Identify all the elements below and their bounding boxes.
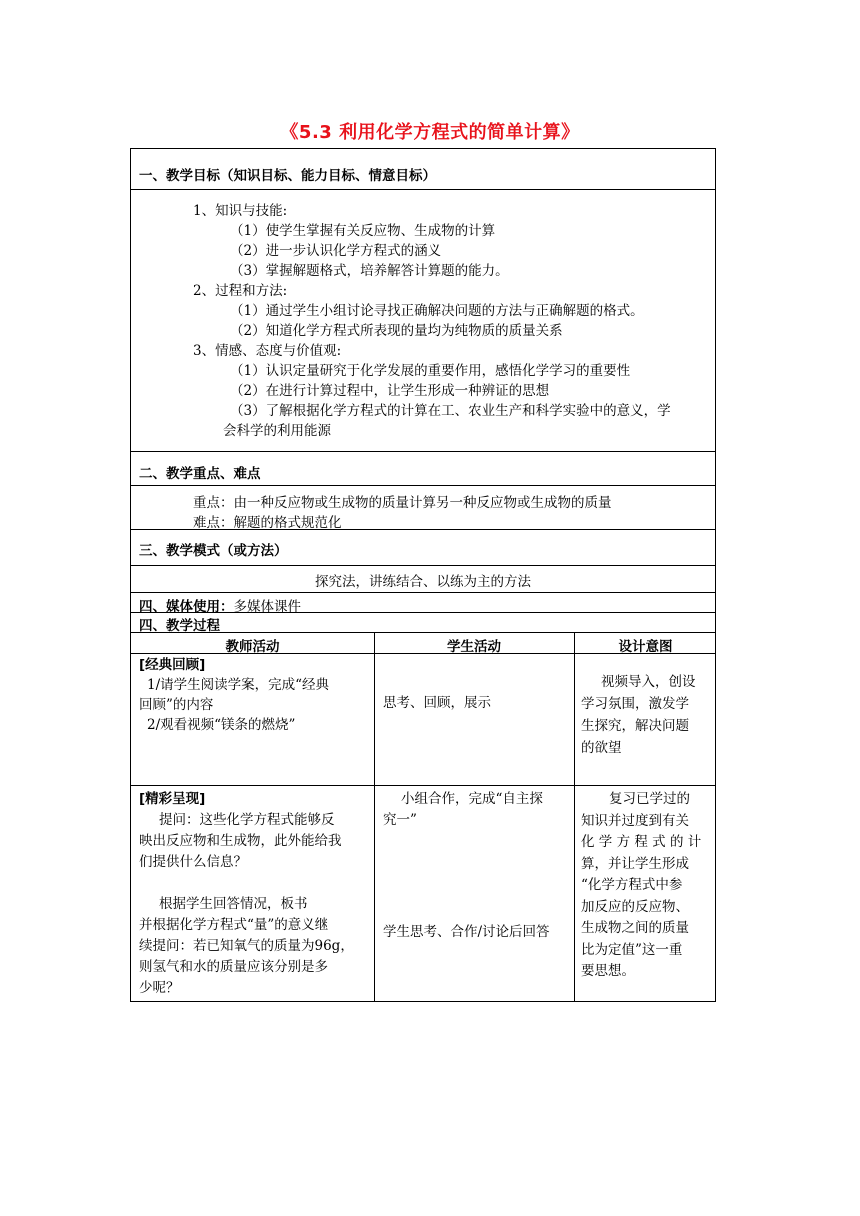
teacher-line: 少呢？	[139, 980, 180, 996]
objective-line: （3）掌握解题格式，培养解答计算题的能力。	[230, 263, 509, 279]
objective-line: （3）了解根据化学方程式的计算在工、农业生产和科学实验中的意义，学	[230, 403, 671, 419]
page-title: 《5.3 利用化学方程式的简单计算》	[280, 122, 580, 143]
section3-heading: 三、教学模式（或方法）	[139, 543, 288, 559]
objective-line: （1）认识定量研究于化学发展的重要作用，感悟化学学习的重要性	[230, 363, 631, 379]
row-title: [精彩呈现]	[139, 791, 206, 807]
section4a-heading: 四、媒体使用：	[139, 599, 234, 615]
key-point-line: 重点：由一种反应物或生成物的质量计算另一种反应物或生成物的质量	[193, 495, 612, 511]
difficulty-line: 难点：解题的格式规范化	[193, 515, 342, 531]
intent-line: 要思想。	[581, 963, 635, 979]
teacher-line: 回顾”的内容	[139, 697, 214, 713]
teacher-line: 提问：这些化学方程式能够反	[159, 812, 335, 828]
intent-line: 知识并过度到有关	[581, 812, 689, 829]
lesson-plan-table	[130, 148, 716, 1002]
divider	[131, 451, 715, 452]
intent-line: 生成物之间的质量	[581, 920, 689, 936]
section2-heading: 二、教学重点、难点	[139, 466, 261, 482]
intent-line: 生探究，解决问题	[581, 718, 689, 734]
teacher-line: 并根据化学方程式“量”的意义继	[139, 917, 329, 933]
objective-line: 2、过程和方法:	[193, 283, 288, 299]
divider	[131, 189, 715, 190]
teacher-line: 续提问：若已知氧气的质量为96g，	[139, 938, 354, 954]
objective-line: 会科学的利用能源	[223, 423, 331, 439]
objective-line: （1）使学生掌握有关反应物、生成物的计算	[230, 223, 496, 239]
student-line: 学生思考、合作/讨论后回答	[383, 924, 550, 940]
intent-line: 视频导入，创设	[601, 674, 696, 690]
objective-line: （2）在进行计算过程中，让学生形成一种辨证的思想	[230, 383, 550, 399]
teacher-line: 则氢气和水的质量应该分别是多	[139, 959, 328, 975]
intent-line: 加反应的反应物、	[581, 898, 689, 915]
intent-line: 学习氛围，激发学	[581, 696, 689, 712]
teacher-line	[139, 873, 354, 894]
intent-line: 复习已学过的	[609, 791, 690, 807]
intent-line: 化 学 方 程 式 的 计	[581, 834, 702, 850]
teacher-cell	[139, 789, 354, 999]
divider	[131, 485, 715, 486]
intent-line: 的欲望	[581, 740, 622, 756]
divider	[131, 612, 715, 613]
divider	[131, 785, 715, 786]
student-line: 思考、回顾，展示	[383, 695, 491, 711]
section4b-heading: 四、教学过程	[139, 618, 220, 634]
teacher-cell	[139, 655, 329, 735]
teacher-line: 1/请学生阅读学案，完成“经典	[147, 677, 330, 693]
divider	[131, 592, 715, 593]
divider	[131, 653, 715, 654]
student-cell	[383, 692, 491, 714]
divider	[131, 565, 715, 566]
objective-line: （2）知道化学方程式所表现的量均为纯物质的质量关系	[230, 323, 563, 339]
objective-line: （1）通过学生小组讨论寻找正确解决问题的方法与正确解题的格式。	[230, 303, 644, 319]
teacher-line: 映出反应物和生成物，此外能给我	[139, 833, 342, 849]
student-line: 究一”	[383, 812, 417, 828]
column-header-teacher: 教师活动	[225, 639, 280, 655]
column-divider	[374, 632, 375, 1002]
student-line: 小组合作，完成“自主探	[401, 791, 543, 807]
objective-line: 3、情感、态度与价值观:	[193, 343, 342, 359]
teacher-line: 们提供什么信息？	[139, 854, 247, 870]
teaching-method: 探究法，讲练结合、以练为主的方法	[315, 574, 531, 590]
intent-line: “化学方程式中参	[581, 877, 683, 893]
teacher-line: 2/观看视频“镁条的燃烧”	[147, 717, 296, 733]
divider	[131, 529, 715, 530]
intent-cell	[581, 671, 696, 759]
intent-line: 算，并让学生形成	[581, 855, 689, 872]
student-cell-answer	[383, 921, 550, 943]
objective-line: 1、知识与技能:	[193, 203, 288, 219]
teacher-line: 根据学生回答情况，板书	[159, 896, 308, 912]
objective-line: （2）进一步认识化学方程式的涵义	[230, 243, 442, 259]
column-header-student: 学生活动	[447, 639, 501, 655]
student-cell	[383, 789, 543, 831]
row-title: [经典回顾]	[139, 657, 206, 673]
intent-line: 比为定值”这一重	[581, 941, 683, 958]
section1-heading: 一、教学目标（知识目标、能力目标、情意目标）	[139, 168, 436, 184]
column-header-intent: 设计意图	[618, 639, 673, 655]
intent-cell	[581, 789, 701, 983]
divider	[131, 632, 715, 633]
media-value: 多媒体课件	[233, 599, 301, 615]
column-divider	[574, 632, 575, 1002]
